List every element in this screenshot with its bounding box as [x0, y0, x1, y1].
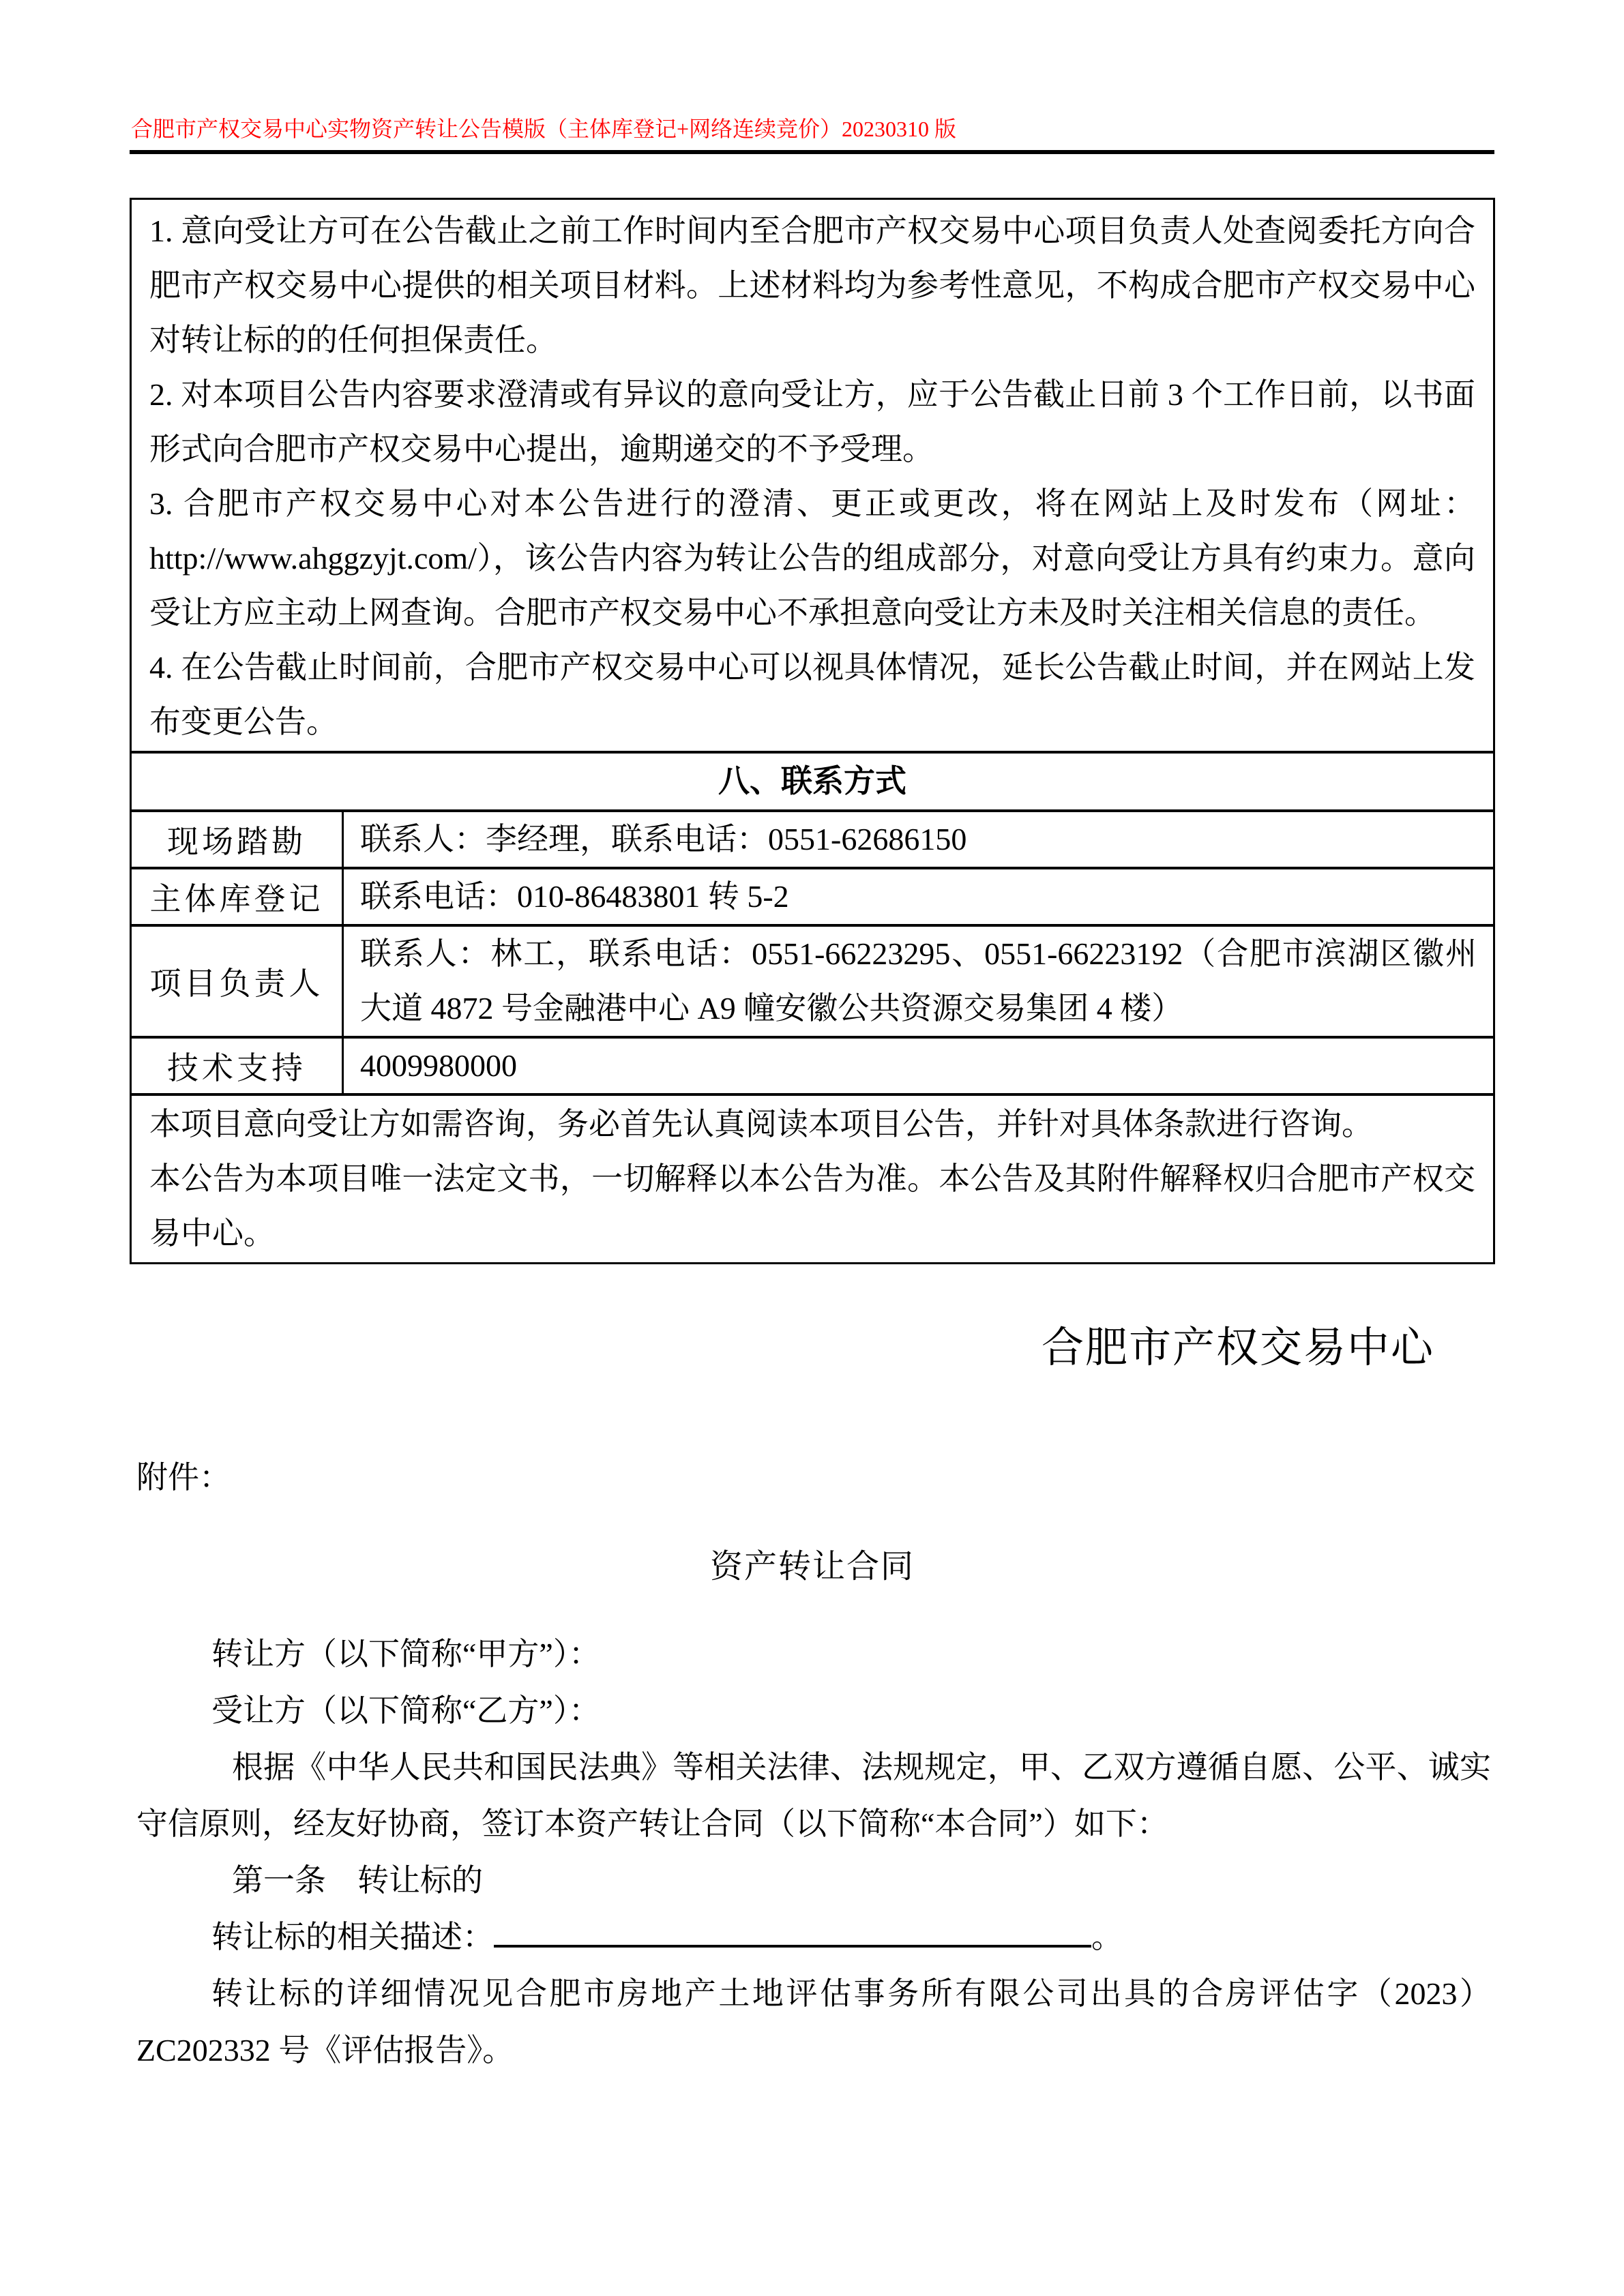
contact-row-project-manager: [132, 927, 1493, 1039]
contact-label-tech-support: 技术支持: [132, 1039, 344, 1093]
contract-body: [136, 1626, 1491, 2078]
description-blank-underline: [494, 1942, 1091, 1948]
header-rule: [130, 150, 1494, 154]
contact-row-tech-support: [132, 1039, 1493, 1096]
contact-section-header: 八、联系方式: [132, 751, 1493, 812]
issuer-signature: 合肥市产权交易中心: [1041, 1325, 1434, 1371]
article1-heading: 第一条 转让标的: [232, 1863, 483, 1898]
contact-label-site-survey: 现场踏勘: [132, 812, 344, 867]
contact-row-site-survey: [132, 812, 1493, 869]
contact-label-project-manager: 项目负责人: [132, 927, 344, 1036]
contract-preamble: 根据《中华人民共和国民法典》等相关法律、法规规定，甲、乙双方遵循自愿、公平、诚实守信原则，经友好协商，签订本资产转让合同（以下简称“本合同”）如下：: [136, 1750, 1491, 1841]
contact-value-tech-support: 4009980000: [360, 1048, 517, 1083]
party-b-line: 受让方（以下简称“乙方”）：: [211, 1693, 600, 1728]
notice-table: [130, 198, 1495, 1264]
contact-row-registry: [132, 869, 1493, 927]
notice-paragraph-1: 1. 意向受让方可在公告截止之前工作时间内至合肥市产权交易中心项目负责人处查阅委托方向合肥市产权交易中心提供的相关项目材料。上述材料均为参考性意见，不构成合肥市产权交易中心对转让标的的任何担保责任。: [149, 213, 1475, 357]
contact-value-project-manager: 联系人：林工，联系电话：0551-66223295、0551-66223192（合肥市滨湖区徽州大道 4872 号金融港中心 A9 幢安徽公共资源交易集团 4 楼）: [360, 936, 1477, 1026]
footer-note-1: 本项目意向受让方如需咨询，务必首先认真阅读本项目公告，并针对具体条款进行咨询。: [149, 1107, 1373, 1142]
detail-line: 转让标的详细情况见合肥市房地产土地评估事务所有限公司出具的合房评估字（2023）ZC202332 号《评估报告》。: [136, 1976, 1491, 2068]
description-label: 转让标的相关描述：: [211, 1920, 494, 1954]
notice-paragraphs: [132, 200, 1493, 751]
notice-paragraph-3: 3. 合肥市产权交易中心对本公告进行的澄清、更正或更改，将在网站上及时发布（网址：http://www.ahggzyjt.com/），该公告内容为转让公告的组成部分，对意向受让方具有约束力。意向受让方应主动上网查询。合肥市产权交易中心不承担意向受让方未及时关注相关信息的责任。: [149, 486, 1475, 630]
description-line: [136, 1909, 1491, 1965]
contact-value-site-survey: 联系人：李经理，联系电话：0551-62686150: [360, 822, 967, 856]
attachment-label: 附件：: [136, 1460, 231, 1495]
notice-paragraph-2: 2. 对本项目公告内容要求澄清或有异议的意向受让方，应于公告截止日前 3 个工作日前，以书面形式向合肥市产权交易中心提出，逾期递交的不予受理。: [149, 377, 1475, 466]
contract-title: 资产转让合同: [709, 1549, 915, 1585]
footer-note-2: 本公告为本项目唯一法定文书，一切解释以本公告为准。本公告及其附件解释权归合肥市产权交易中心。: [149, 1161, 1475, 1251]
notice-footer-notes: [132, 1096, 1493, 1262]
notice-paragraph-4: 4. 在公告截止时间前，合肥市产权交易中心可以视具体情况，延长公告截止时间，并在网站上发布变更公告。: [149, 650, 1475, 739]
description-suffix: 。: [1091, 1920, 1123, 1954]
contact-label-registry: 主体库登记: [132, 869, 344, 924]
template-version-note: 合肥市产权交易中心实物资产转让公告模版（主体库登记+网络连续竞价）20230310 版: [131, 117, 957, 141]
contact-value-registry: 联系电话：010-86483801 转 5-2: [360, 879, 789, 914]
party-a-line: 转让方（以下简称“甲方”）：: [211, 1637, 600, 1671]
